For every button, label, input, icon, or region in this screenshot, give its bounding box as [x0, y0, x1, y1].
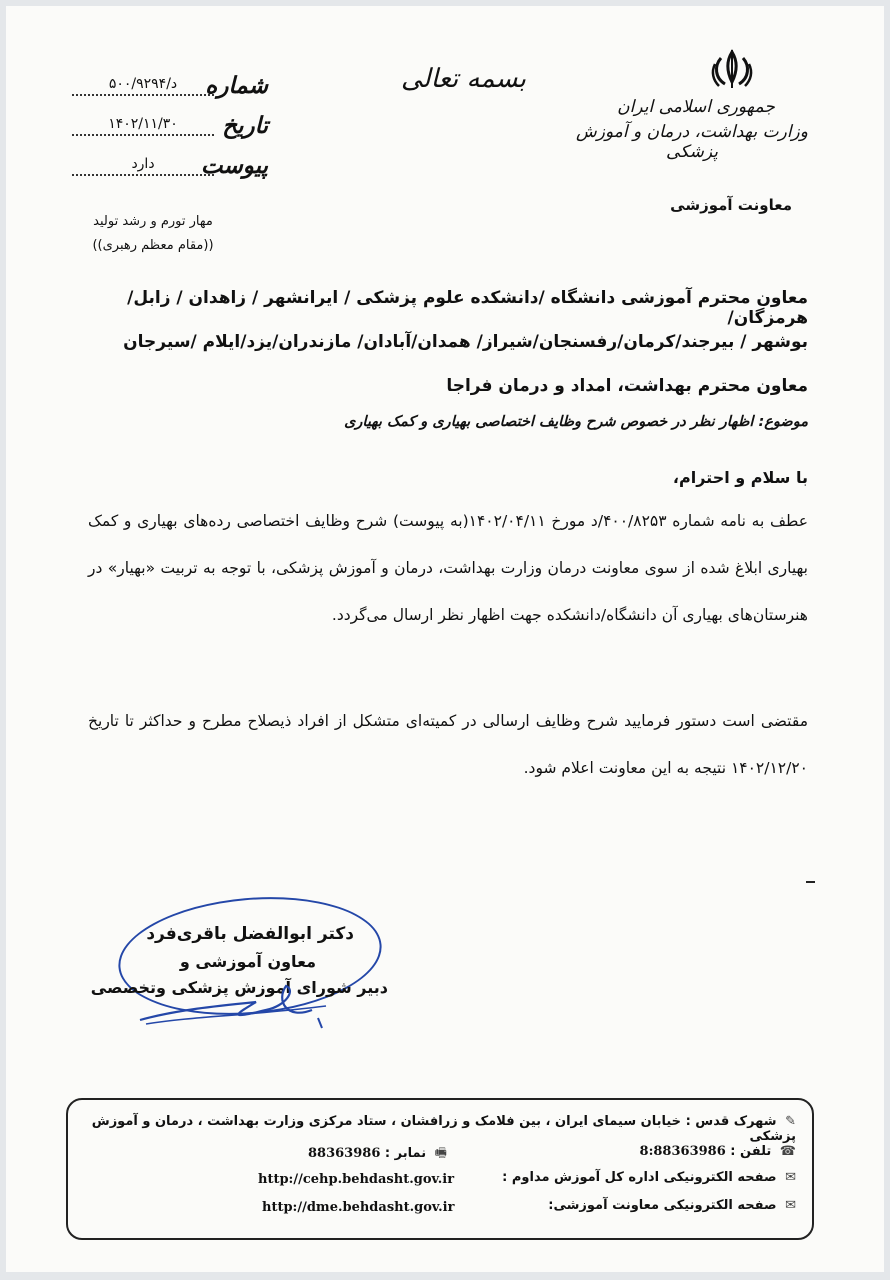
ministry-name: وزارت بهداشت، درمان و آموزش پزشکی: [576, 122, 808, 162]
fax-icon: 🖷: [434, 1146, 447, 1161]
paragraph-2: مقتضی است دستور فرمایید شرح وظایف ارسالی در کمیته‌ای متشکل از افراد ذیصلاح مطرح و حداکثر تا تاریخ ۱۴۰۲/۱۲/۲۰ نتیجه به این معاونت اعلام شود.: [88, 712, 808, 777]
greeting: با سلام و احترام،: [672, 468, 808, 487]
letter-attachment: [72, 152, 268, 186]
recipients-line3: معاون محترم بهداشت، امداد و درمان فراجا: [446, 376, 808, 396]
number-value: د/۵۰۰/۹۲۹۴: [72, 76, 214, 96]
bismillah: بسمه تعالی: [401, 64, 526, 94]
paragraph-1: عطف به نامه شماره ۴۰۰/۸۲۵۳/د مورخ ۱۴۰۲/۰۴/۱۱(به پیوست) شرح وظایف اختصاصی رده‌های بهیاری و کمک بهیاری ابلاغ شده از سوی معاونت درمان وزارت بهداشت، درمان و آموزش پزشکی، با توجه به تربیت «بهیار» در هنرستان‌های بهیاری آن دانشگاه/دانشکده جهت اظهار نظر ارسال می‌گردد.: [88, 512, 808, 624]
signature-scribble: [136, 980, 336, 1030]
footer-address-text: شهرک قدس : خیابان سیمای ایران ، بین فلامک و زرافشان ، ستاد مرکزی وزارت بهداشت ، درمان و آموزش پزشکی: [91, 1114, 796, 1144]
cehp-label: صفحه الکترونیکی اداره کل آموزش مداوم :: [502, 1170, 777, 1185]
deputy-name: معاونت آموزشی: [670, 196, 792, 214]
phone-label: تلفن :: [730, 1144, 772, 1159]
letter-number: [72, 72, 268, 106]
footer-fax: [308, 1144, 447, 1166]
number-label: شماره: [205, 72, 268, 99]
footer-box: [66, 1098, 814, 1240]
iran-emblem-icon: [709, 48, 755, 92]
phone-value: 8:88363986: [639, 1144, 726, 1159]
divider-dash: [806, 881, 815, 883]
envelope-icon: ✉: [785, 1198, 796, 1213]
signatory-title1: معاون آموزشی و: [179, 952, 316, 971]
footer-phone: [640, 1144, 796, 1159]
letter-date: [72, 112, 268, 146]
recipients-line1: معاون محترم آموزشی دانشگاه /دانشکده علوم پزشکی / ایرانشهر / زاهدان / زابل/ هرمزگان/: [127, 288, 808, 328]
footer-dme: [548, 1198, 796, 1213]
footer-address: [68, 1114, 796, 1144]
envelope-icon: ✉: [785, 1170, 796, 1185]
subject: موضوع: اظهار نظر در خصوص شرح وظایف اختصاصی بهیاری و کمک بهیاری: [344, 414, 808, 430]
cehp-url[interactable]: http://cehp.behdasht.gov.ir: [258, 1172, 455, 1187]
fax-value: 88363986: [308, 1146, 381, 1161]
dme-url[interactable]: http://dme.behdasht.gov.ir: [262, 1200, 455, 1215]
attach-value: دارد: [72, 156, 214, 176]
date-label: تاریخ: [222, 112, 268, 139]
letter-page: [6, 6, 884, 1272]
slogan: [46, 210, 260, 258]
footer-cehp: [502, 1170, 796, 1185]
attach-label: پیوست: [200, 152, 268, 179]
slogan-line1: مهار تورم و رشد تولید: [93, 214, 213, 229]
republic-name: جمهوری اسلامی ایران: [617, 97, 775, 117]
date-value: ۱۴۰۲/۱۱/۳۰: [72, 116, 214, 136]
dme-label: صفحه الکترونیکی معاونت آموزشی:: [548, 1198, 777, 1213]
phone-icon: ☎: [779, 1144, 796, 1159]
signatory-title2: دبیر شورای آموزش پزشکی وتخصصی: [90, 978, 388, 997]
fax-label: نمابر :: [384, 1146, 427, 1161]
signatory-name: دکتر ابوالفضل باقری‌فرد: [146, 924, 354, 944]
pen-icon: ✎: [785, 1114, 796, 1129]
recipients-line2: بوشهر / بیرجند/کرمان/رفسنجان/شیراز/ همدان/آبادان/ مازندران/یزد/ایلام /سیرجان: [123, 332, 808, 352]
slogan-line2: ((مقام معظم رهبری)): [92, 238, 214, 253]
